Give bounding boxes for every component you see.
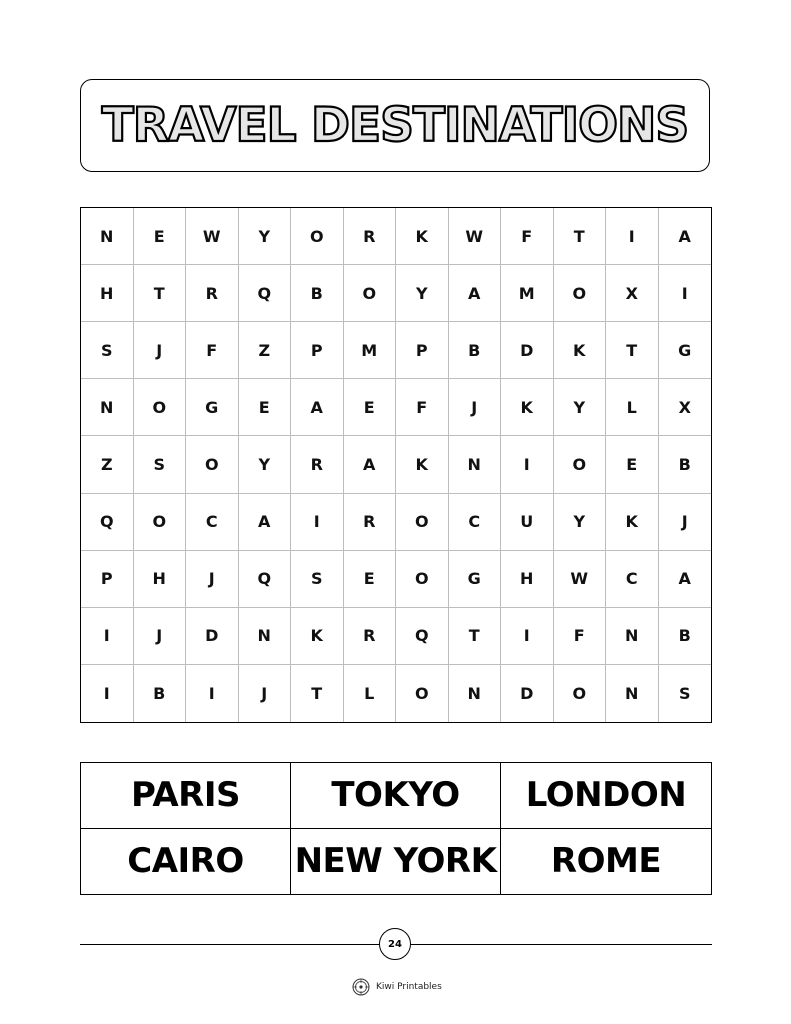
grid-cell: A [659, 208, 712, 265]
grid-cell: C [606, 551, 659, 608]
grid-cell: E [134, 208, 187, 265]
grid-cell: R [291, 436, 344, 493]
grid-cell: R [344, 208, 397, 265]
grid-cell: K [396, 208, 449, 265]
grid-cell: C [186, 494, 239, 551]
grid-cell: Y [239, 436, 292, 493]
grid-cell: J [186, 551, 239, 608]
grid-cell: M [501, 265, 554, 322]
grid-cell: T [291, 665, 344, 722]
grid-cell: S [291, 551, 344, 608]
grid-cell: R [344, 608, 397, 665]
grid-cell: I [291, 494, 344, 551]
grid-cell: X [659, 379, 712, 436]
grid-cell: A [659, 551, 712, 608]
grid-cell: O [554, 665, 607, 722]
grid-cell: B [291, 265, 344, 322]
brand-name: Kiwi Printables [376, 982, 442, 992]
grid-cell: O [554, 436, 607, 493]
grid-cell: O [344, 265, 397, 322]
grid-cell: Y [396, 265, 449, 322]
grid-cell: F [554, 608, 607, 665]
grid-cell: S [81, 322, 134, 379]
grid-cell: W [554, 551, 607, 608]
grid-cell: D [186, 608, 239, 665]
brand-footer [350, 976, 442, 998]
grid-cell: A [291, 379, 344, 436]
grid-cell: L [606, 379, 659, 436]
page-title: TRAVEL DESTINATIONS [101, 98, 689, 153]
page-number: 24 [379, 928, 411, 960]
grid-cell: O [134, 494, 187, 551]
grid-cell: H [501, 551, 554, 608]
grid-cell: Q [396, 608, 449, 665]
grid-cell: B [134, 665, 187, 722]
grid-cell: W [186, 208, 239, 265]
grid-cell: O [396, 551, 449, 608]
grid-cell: H [81, 265, 134, 322]
grid-cell: I [501, 608, 554, 665]
grid-cell: R [186, 265, 239, 322]
grid-cell: A [449, 265, 502, 322]
grid-cell: T [606, 322, 659, 379]
word-list-table [80, 762, 712, 895]
grid-cell: N [606, 608, 659, 665]
grid-cell: Y [554, 379, 607, 436]
grid-cell: N [449, 436, 502, 493]
grid-cell: N [606, 665, 659, 722]
word-list-item: TOKYO [291, 763, 501, 829]
grid-cell: A [344, 436, 397, 493]
grid-cell: N [449, 665, 502, 722]
grid-cell: F [396, 379, 449, 436]
grid-cell: K [501, 379, 554, 436]
grid-cell: K [396, 436, 449, 493]
grid-cell: Y [554, 494, 607, 551]
grid-cell: J [659, 494, 712, 551]
grid-cell: U [501, 494, 554, 551]
grid-cell: O [554, 265, 607, 322]
grid-cell: K [291, 608, 344, 665]
grid-cell: I [501, 436, 554, 493]
grid-cell: G [186, 379, 239, 436]
word-search-grid [80, 207, 712, 723]
grid-cell: K [606, 494, 659, 551]
grid-cell: J [134, 608, 187, 665]
word-list-item: PARIS [81, 763, 291, 829]
grid-cell: N [81, 208, 134, 265]
grid-cell: Q [239, 551, 292, 608]
grid-cell: K [554, 322, 607, 379]
grid-cell: Z [239, 322, 292, 379]
grid-cell: E [239, 379, 292, 436]
grid-cell: I [186, 665, 239, 722]
grid-cell: B [449, 322, 502, 379]
grid-cell: J [239, 665, 292, 722]
grid-cell: S [678, 683, 691, 703]
grid-cell: F [186, 322, 239, 379]
kiwi-logo-icon [350, 976, 372, 998]
grid-cell: O [396, 665, 449, 722]
grid-cell: J [449, 379, 502, 436]
grid-cell: G [449, 551, 502, 608]
word-list-item: NEW YORK [291, 829, 501, 895]
grid-cell: A [239, 494, 292, 551]
grid-cell: I [606, 208, 659, 265]
grid-cell: J [134, 322, 187, 379]
grid-cell: E [344, 379, 397, 436]
grid-cell: M [344, 322, 397, 379]
grid-cell: Z [81, 436, 134, 493]
grid-cell: F [501, 208, 554, 265]
grid-cell: D [501, 322, 554, 379]
grid-cell: B [659, 608, 712, 665]
title-banner [80, 79, 710, 172]
grid-cell: T [554, 208, 607, 265]
grid-cell: I [81, 665, 134, 722]
word-list-item: LONDON [501, 763, 711, 829]
grid-cell: S [134, 436, 187, 493]
word-list-item: ROME [550, 841, 662, 882]
grid-cell: N [81, 379, 134, 436]
grid-cell: N [239, 608, 292, 665]
grid-cell: T [134, 265, 187, 322]
grid-cell: W [449, 208, 502, 265]
grid-cell: G [659, 322, 712, 379]
grid-cell: X [606, 265, 659, 322]
grid-cell: L [344, 665, 397, 722]
grid-cell: R [344, 494, 397, 551]
grid-cell: O [396, 494, 449, 551]
grid-cell: T [449, 608, 502, 665]
grid-cell: Q [81, 494, 134, 551]
grid-cell: Y [239, 208, 292, 265]
word-list-item: CAIRO [81, 829, 291, 895]
grid-cell: B [659, 436, 712, 493]
grid-cell: O [134, 379, 187, 436]
grid-cell: P [291, 322, 344, 379]
grid-cell: I [659, 265, 712, 322]
grid-cell: E [344, 551, 397, 608]
grid-cell: Q [239, 265, 292, 322]
grid-cell: O [291, 208, 344, 265]
grid-cell: O [186, 436, 239, 493]
grid-cell: C [449, 494, 502, 551]
grid-cell: H [134, 551, 187, 608]
grid-cell: I [81, 608, 134, 665]
grid-cell: E [606, 436, 659, 493]
grid-cell: D [501, 665, 554, 722]
grid-cell: P [81, 551, 134, 608]
grid-cell: P [396, 322, 449, 379]
